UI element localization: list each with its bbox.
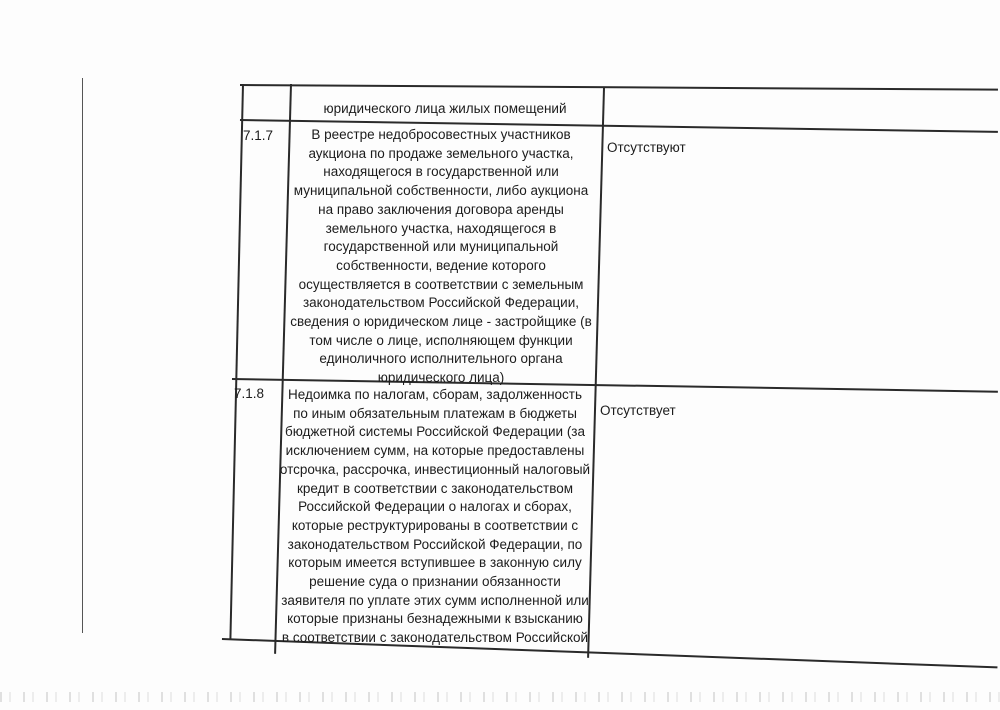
text-line: на право заключения договора аренды xyxy=(318,201,564,217)
scan-noise xyxy=(0,692,1000,702)
text-line: решение суда о признании обязанности xyxy=(309,574,561,590)
text-line: том числе о лице, исполняющем функции xyxy=(309,332,573,348)
text-line: находящегося в государственной или xyxy=(323,164,559,180)
row-1-number: 7.1.7 xyxy=(243,128,274,143)
text-line: в соответствии с законодательством Российской xyxy=(281,630,589,646)
row-1-value: Отсутствуют xyxy=(607,140,686,155)
text-line: государственной или муниципальной xyxy=(323,239,559,255)
text-line: муниципальной собственности, либо аукциона xyxy=(293,183,589,199)
text-line: бюджетной системы Российской Федерации (за xyxy=(284,424,586,440)
text-line: земельного участка, находящегося в xyxy=(325,220,557,236)
text-line: Недоимка по налогам, сборам, задолженность xyxy=(288,387,582,402)
text-line: единоличного исполнительного органа xyxy=(319,351,563,367)
text-line: юридического лица жилых помещений xyxy=(323,101,567,116)
text-line: законодательством Российской Федерации, xyxy=(302,295,580,311)
text-line: осуществляется в соответствии с земельным xyxy=(298,276,584,292)
row-1-description xyxy=(286,126,596,388)
row-0-description xyxy=(290,100,600,119)
scan-margin-line xyxy=(82,78,83,633)
text-line: сведения о юридическом лице - застройщике (в xyxy=(290,314,592,330)
text-line: по иным обязательным платежам в бюджеты xyxy=(293,405,577,421)
text-line: кредит в соответствии с законодательством xyxy=(296,480,574,496)
row-2-number: 7.1.8 xyxy=(234,386,265,401)
table-top-border xyxy=(240,84,998,90)
text-line: которые реструктурированы в соответствии с xyxy=(291,517,579,533)
text-line: которые признаны безнадежными к взысканию xyxy=(287,611,583,627)
row-2-description xyxy=(276,386,594,648)
text-line: Российской Федерации о налогах и сборах, xyxy=(298,499,572,515)
text-line: юридического лица) xyxy=(377,370,505,386)
text-line: аукциона по продаже земельного участка, xyxy=(308,145,574,161)
text-line: отсрочка, рассрочка, инвестиционный налоговый xyxy=(279,461,591,477)
text-line: заявителя по уплате этих сумм исполненной или xyxy=(281,592,589,608)
text-line: законодательством Российской Федерации, по xyxy=(287,536,583,552)
text-line: которым имеется вступившее в законную силу xyxy=(288,555,582,571)
row-2-value: Отсутствует xyxy=(600,403,676,418)
text-line: исключением сумм, на которые предоставлены xyxy=(285,443,585,459)
text-line: собственности, ведение которого xyxy=(336,257,546,273)
text-line: В реестре недобросовестных участников xyxy=(311,127,571,142)
table-left-border xyxy=(229,84,243,639)
